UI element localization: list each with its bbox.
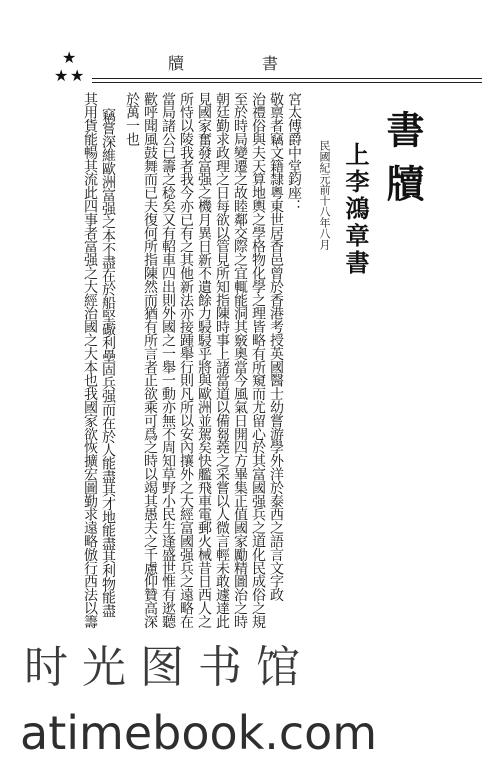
text-column: 當局諸公已籌之稔矣又有軺車四出則外國之一舉一動亦無不周知草野小民生逢盛世惟有逖聽 [160,92,176,629]
watermark [0,640,496,768]
header-rule-top [92,78,482,79]
header-left-label: 牘 [168,54,185,73]
watermark-url: atimebook.com [20,706,378,760]
text-column: 宮太傅爵中堂鈞座： [286,92,302,213]
star-icon: ★ ★ ★ [54,48,85,85]
text-column: 歡呼聞風鼓舞而已夫復何所指陳然而猶有所言者正欲乘可爲之時以竭其愚夫之千慮仰贊高深 [142,92,158,629]
text-column: 竊嘗深維歐洲富强之本不盡在於船堅礮利壘固兵强而在於人能盡其才地能盡其利物能盡 [100,108,116,618]
text-column: 其用貨能暢其流此四事者富强之大經治國之大本也我國家欲恢擴宏圖勤求遠略倣行西法以籌 [82,92,98,629]
letter-heading: 上李鴻章書 [341,142,370,277]
watermark-cn: 时光图书馆 [24,642,314,693]
letter-date: 民國紀元前十八年八月 [318,140,331,250]
page-header [0,0,496,100]
text-column: 見國家奮發富强之機月異日新不遺餘力駸駸乎將與歐洲並駕矣快艦飛車電郵火械昔日西人之 [196,92,212,629]
text-column: 朝廷勤求政理之日每欲以管見所知指陳時事上諸當道以備芻蕘之采嘗以人微言輕未敢遽達此 [214,92,230,629]
section-title: 書牘 [380,110,425,218]
header-right-label: 書 [262,54,279,73]
text-column: 敬禀者竊文籍隸粵東世居香邑曾於香港考授英國醫士幼嘗游學外洋於泰西之語言文字政 [268,92,284,602]
text-column: 所恃以陵我者我今亦已有之其他新法亦接踵舉行則凡所以安內攘外之大經富國强兵之遠略在 [178,92,194,629]
header-rule-bottom [92,82,482,83]
text-column: 於萬一也 [124,92,140,146]
text-column: 治禮俗與夫天算地輿之學格物化學之理皆略有所窺而尤留心於其富國强兵之道化民成俗之規 [250,92,266,629]
text-column: 至於時局變遷之故睦鄰交際之宜輒能洞其竅奧當今風氣日開四方畢集正值國家勵精圖治之時 [232,92,248,629]
